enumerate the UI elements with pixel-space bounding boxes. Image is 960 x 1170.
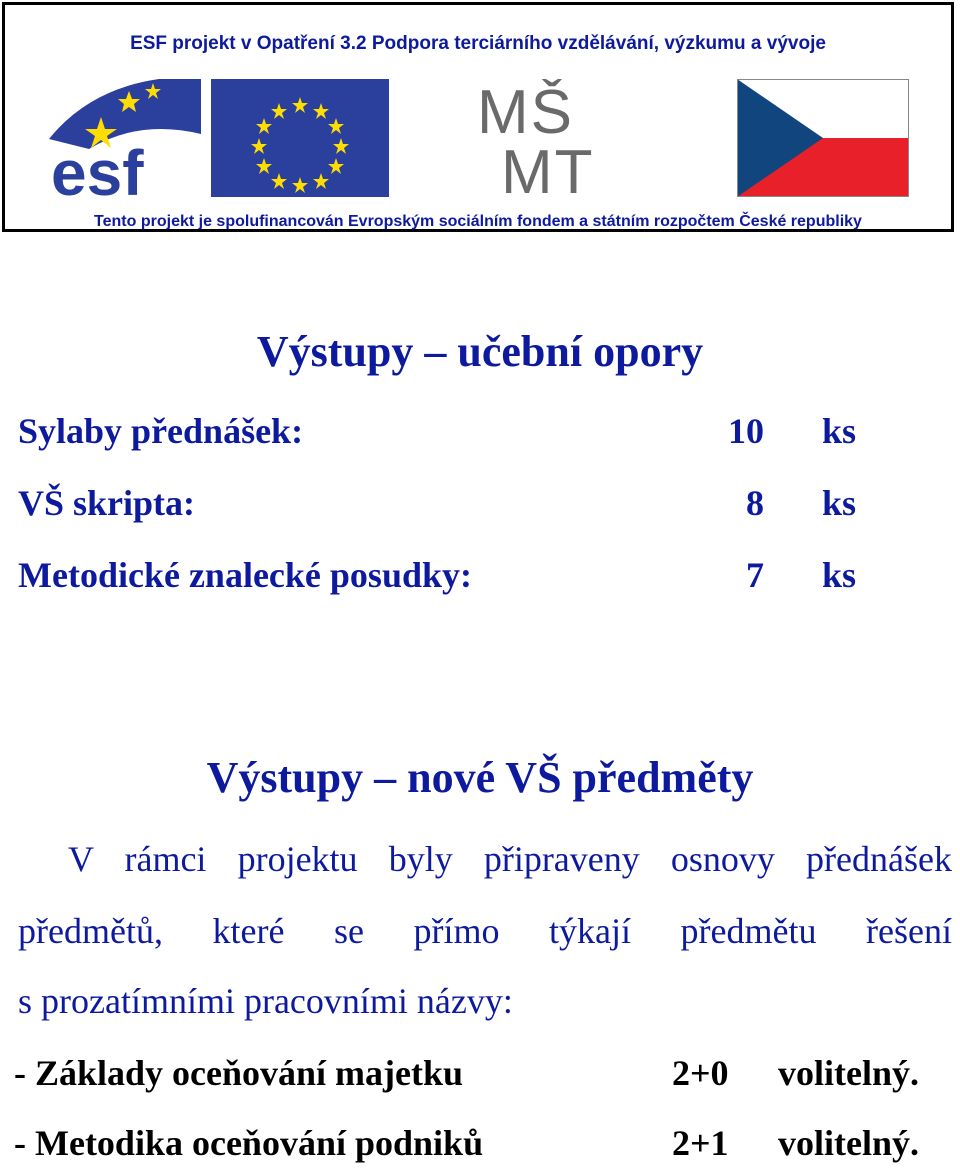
course-type: volitelný. — [778, 1053, 919, 1093]
output-row-label: VŠ skripta: — [18, 483, 196, 523]
output-row-count: 10 — [728, 411, 764, 451]
eu-flag-icon — [211, 79, 389, 197]
banner-title: ESF projekt v Opatření 3.2 Podpora terciárního vzdělávání, výzkumu a vývoje — [130, 33, 826, 54]
output-row-unit: ks — [822, 555, 857, 595]
output-row-unit: ks — [822, 483, 857, 523]
paragraph-line-1 — [68, 838, 952, 880]
output-row-count: 7 — [746, 555, 764, 595]
output-row-label: Sylaby přednášek: — [18, 411, 304, 451]
course-hours: 2+1 — [672, 1123, 729, 1163]
paragraph-line-2-text: předmětů, které se přímo týkají předmětu řešení — [18, 911, 952, 951]
esf-logo-text: esf — [51, 137, 144, 199]
section1-heading: Výstupy – učební opory — [256, 327, 704, 376]
course-hours: 2+0 — [672, 1053, 729, 1093]
paragraph-line-1-text: V rámci projektu byly připraveny osnovy přednášek — [68, 839, 952, 879]
section2-heading: Výstupy – nové VŠ předměty — [206, 753, 754, 802]
output-row-count: 8 — [746, 483, 764, 523]
course-name: - Metodika oceňování podniků — [14, 1123, 484, 1163]
paragraph-line-3-text: s prozatímními pracovními názvy: — [18, 981, 513, 1021]
banner-subtitle: Tento projekt je spolufinancován Evropským sociálním fondem a státním rozpočtem České republiky — [94, 213, 862, 230]
msmt-logo-top: MŠ — [477, 79, 574, 147]
header-banner — [2, 2, 954, 232]
czech-flag-icon — [737, 79, 909, 197]
output-row-unit: ks — [822, 411, 857, 451]
course-type: volitelný. — [778, 1123, 919, 1163]
msmt-logo — [471, 79, 643, 197]
output-row-label: Metodické znalecké posudky: — [18, 555, 472, 595]
paragraph-line-3 — [18, 980, 952, 1022]
msmt-logo-bottom: MT — [501, 138, 595, 197]
paragraph-line-2 — [18, 910, 952, 952]
esf-logo — [49, 79, 201, 199]
course-name: - Základy oceňování majetku — [14, 1053, 464, 1093]
